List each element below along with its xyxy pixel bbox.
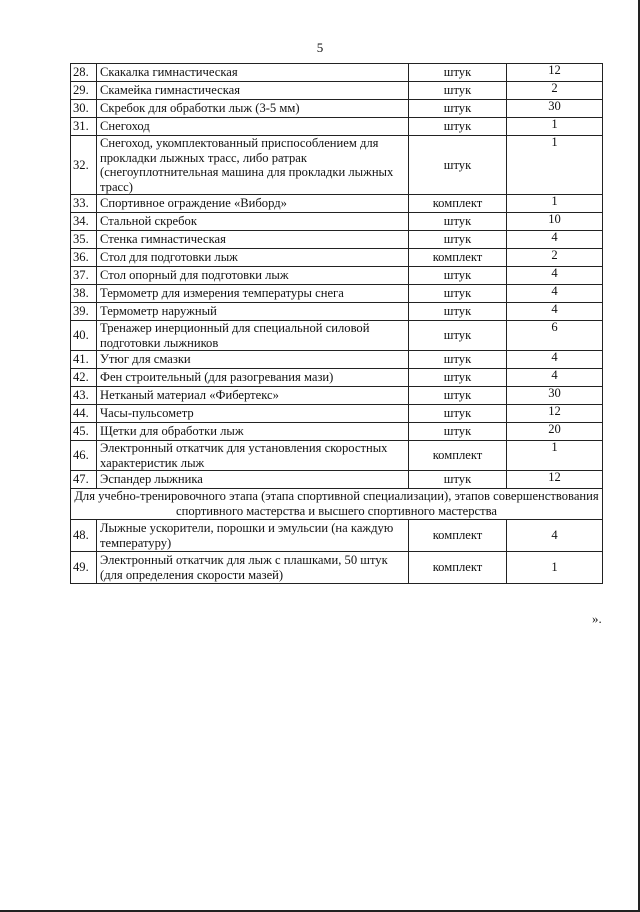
table-row bbox=[71, 231, 603, 249]
section-heading-row bbox=[71, 489, 603, 520]
item-name: Утюг для смазки bbox=[97, 351, 409, 369]
unit-of-measure: штук bbox=[409, 351, 507, 369]
unit-of-measure: штук bbox=[409, 118, 507, 136]
quantity: 4 bbox=[507, 267, 603, 285]
unit-of-measure: штук bbox=[409, 471, 507, 489]
unit-of-measure: штук bbox=[409, 82, 507, 100]
quantity: 1 bbox=[507, 552, 603, 584]
row-number: 36. bbox=[71, 249, 97, 267]
item-name: Термометр для измерения температуры снега bbox=[97, 285, 409, 303]
item-name: Электронный откатчик для установления скоростных характеристик лыж bbox=[97, 441, 409, 471]
unit-of-measure: штук bbox=[409, 100, 507, 118]
unit-of-measure: штук bbox=[409, 387, 507, 405]
unit-of-measure: комплект bbox=[409, 520, 507, 552]
table-row bbox=[71, 100, 603, 118]
table-row bbox=[71, 267, 603, 285]
table-row bbox=[71, 195, 603, 213]
item-name: Электронный откатчик для лыж с плашками, 50 штук (для определения скорости мазей) bbox=[97, 552, 409, 584]
unit-of-measure: штук bbox=[409, 64, 507, 82]
table-row bbox=[71, 520, 603, 552]
unit-of-measure: штук bbox=[409, 267, 507, 285]
table-body bbox=[71, 64, 603, 584]
quantity: 20 bbox=[507, 423, 603, 441]
item-name: Эспандер лыжника bbox=[97, 471, 409, 489]
row-number: 38. bbox=[71, 285, 97, 303]
item-name: Термометр наружный bbox=[97, 303, 409, 321]
row-number: 44. bbox=[71, 405, 97, 423]
item-name: Скакалка гимнастическая bbox=[97, 64, 409, 82]
unit-of-measure: комплект bbox=[409, 195, 507, 213]
quantity: 6 bbox=[507, 321, 603, 351]
page-number: 5 bbox=[316, 40, 324, 55]
item-name: Фен строительный (для разогревания мази) bbox=[97, 369, 409, 387]
item-name: Щетки для обработки лыж bbox=[97, 423, 409, 441]
table-row bbox=[71, 249, 603, 267]
quantity: 4 bbox=[507, 303, 603, 321]
quantity: 12 bbox=[507, 64, 603, 82]
unit-of-measure: штук bbox=[409, 321, 507, 351]
row-number: 37. bbox=[71, 267, 97, 285]
quantity: 2 bbox=[507, 249, 603, 267]
row-number: 48. bbox=[71, 520, 97, 552]
item-name: Стенка гимнастическая bbox=[97, 231, 409, 249]
unit-of-measure: штук bbox=[409, 285, 507, 303]
row-number: 29. bbox=[71, 82, 97, 100]
quantity: 4 bbox=[507, 369, 603, 387]
closing-mark: ». bbox=[592, 611, 602, 626]
unit-of-measure: штук bbox=[409, 213, 507, 231]
row-number: 32. bbox=[71, 136, 97, 195]
row-number: 43. bbox=[71, 387, 97, 405]
unit-of-measure: штук bbox=[409, 369, 507, 387]
table-row bbox=[71, 552, 603, 584]
quantity: 12 bbox=[507, 405, 603, 423]
row-number: 40. bbox=[71, 321, 97, 351]
item-name: Снегоход bbox=[97, 118, 409, 136]
item-name: Нетканый материал «Фибертекс» bbox=[97, 387, 409, 405]
row-number: 49. bbox=[71, 552, 97, 584]
row-number: 31. bbox=[71, 118, 97, 136]
table-row bbox=[71, 82, 603, 100]
item-name: Снегоход, укомплектованный приспособлением для прокладки лыжных трасс, либо ратрак (снегоуплотнительная машина для прокладки лыжных трасс) bbox=[97, 136, 409, 195]
table-row bbox=[71, 303, 603, 321]
table-row bbox=[71, 387, 603, 405]
row-number: 46. bbox=[71, 441, 97, 471]
row-number: 28. bbox=[71, 64, 97, 82]
table-row bbox=[71, 423, 603, 441]
quantity: 12 bbox=[507, 471, 603, 489]
row-number: 30. bbox=[71, 100, 97, 118]
quantity: 1 bbox=[507, 441, 603, 471]
row-number: 35. bbox=[71, 231, 97, 249]
quantity: 30 bbox=[507, 100, 603, 118]
table-row bbox=[71, 213, 603, 231]
item-name: Скамейка гимнастическая bbox=[97, 82, 409, 100]
table-row bbox=[71, 369, 603, 387]
quantity: 4 bbox=[507, 231, 603, 249]
row-number: 39. bbox=[71, 303, 97, 321]
row-number: 41. bbox=[71, 351, 97, 369]
item-name: Тренажер инерционный для специальной силовой подготовки лыжников bbox=[97, 321, 409, 351]
table-row bbox=[71, 285, 603, 303]
quantity: 1 bbox=[507, 118, 603, 136]
unit-of-measure: штук bbox=[409, 136, 507, 195]
quantity: 30 bbox=[507, 387, 603, 405]
row-number: 45. bbox=[71, 423, 97, 441]
unit-of-measure: комплект bbox=[409, 441, 507, 471]
table-row bbox=[71, 441, 603, 471]
quantity: 4 bbox=[507, 351, 603, 369]
quantity: 2 bbox=[507, 82, 603, 100]
quantity: 1 bbox=[507, 136, 603, 195]
unit-of-measure: комплект bbox=[409, 249, 507, 267]
table-row bbox=[71, 351, 603, 369]
item-name: Часы-пульсометр bbox=[97, 405, 409, 423]
item-name: Стол для подготовки лыж bbox=[97, 249, 409, 267]
unit-of-measure: штук bbox=[409, 231, 507, 249]
equipment-table bbox=[70, 63, 603, 584]
item-name: Спортивное ограждение «Виборд» bbox=[97, 195, 409, 213]
item-name: Скребок для обработки лыж (3-5 мм) bbox=[97, 100, 409, 118]
quantity: 4 bbox=[507, 520, 603, 552]
item-name: Стальной скребок bbox=[97, 213, 409, 231]
row-number: 34. bbox=[71, 213, 97, 231]
row-number: 47. bbox=[71, 471, 97, 489]
section-heading: Для учебно-тренировочного этапа (этапа спортивной специализации), этапов совершенствования спортивного мастерства и высшего спортивного мастерства bbox=[71, 489, 603, 520]
unit-of-measure: штук bbox=[409, 423, 507, 441]
row-number: 42. bbox=[71, 369, 97, 387]
item-name: Стол опорный для подготовки лыж bbox=[97, 267, 409, 285]
table-row bbox=[71, 136, 603, 195]
table-row bbox=[71, 405, 603, 423]
table-row bbox=[71, 321, 603, 351]
unit-of-measure: комплект bbox=[409, 552, 507, 584]
item-name: Лыжные ускорители, порошки и эмульсии (на каждую температуру) bbox=[97, 520, 409, 552]
table-row bbox=[71, 64, 603, 82]
quantity: 1 bbox=[507, 195, 603, 213]
row-number: 33. bbox=[71, 195, 97, 213]
quantity: 10 bbox=[507, 213, 603, 231]
quantity: 4 bbox=[507, 285, 603, 303]
table-row bbox=[71, 471, 603, 489]
unit-of-measure: штук bbox=[409, 303, 507, 321]
unit-of-measure: штук bbox=[409, 405, 507, 423]
table-row bbox=[71, 118, 603, 136]
